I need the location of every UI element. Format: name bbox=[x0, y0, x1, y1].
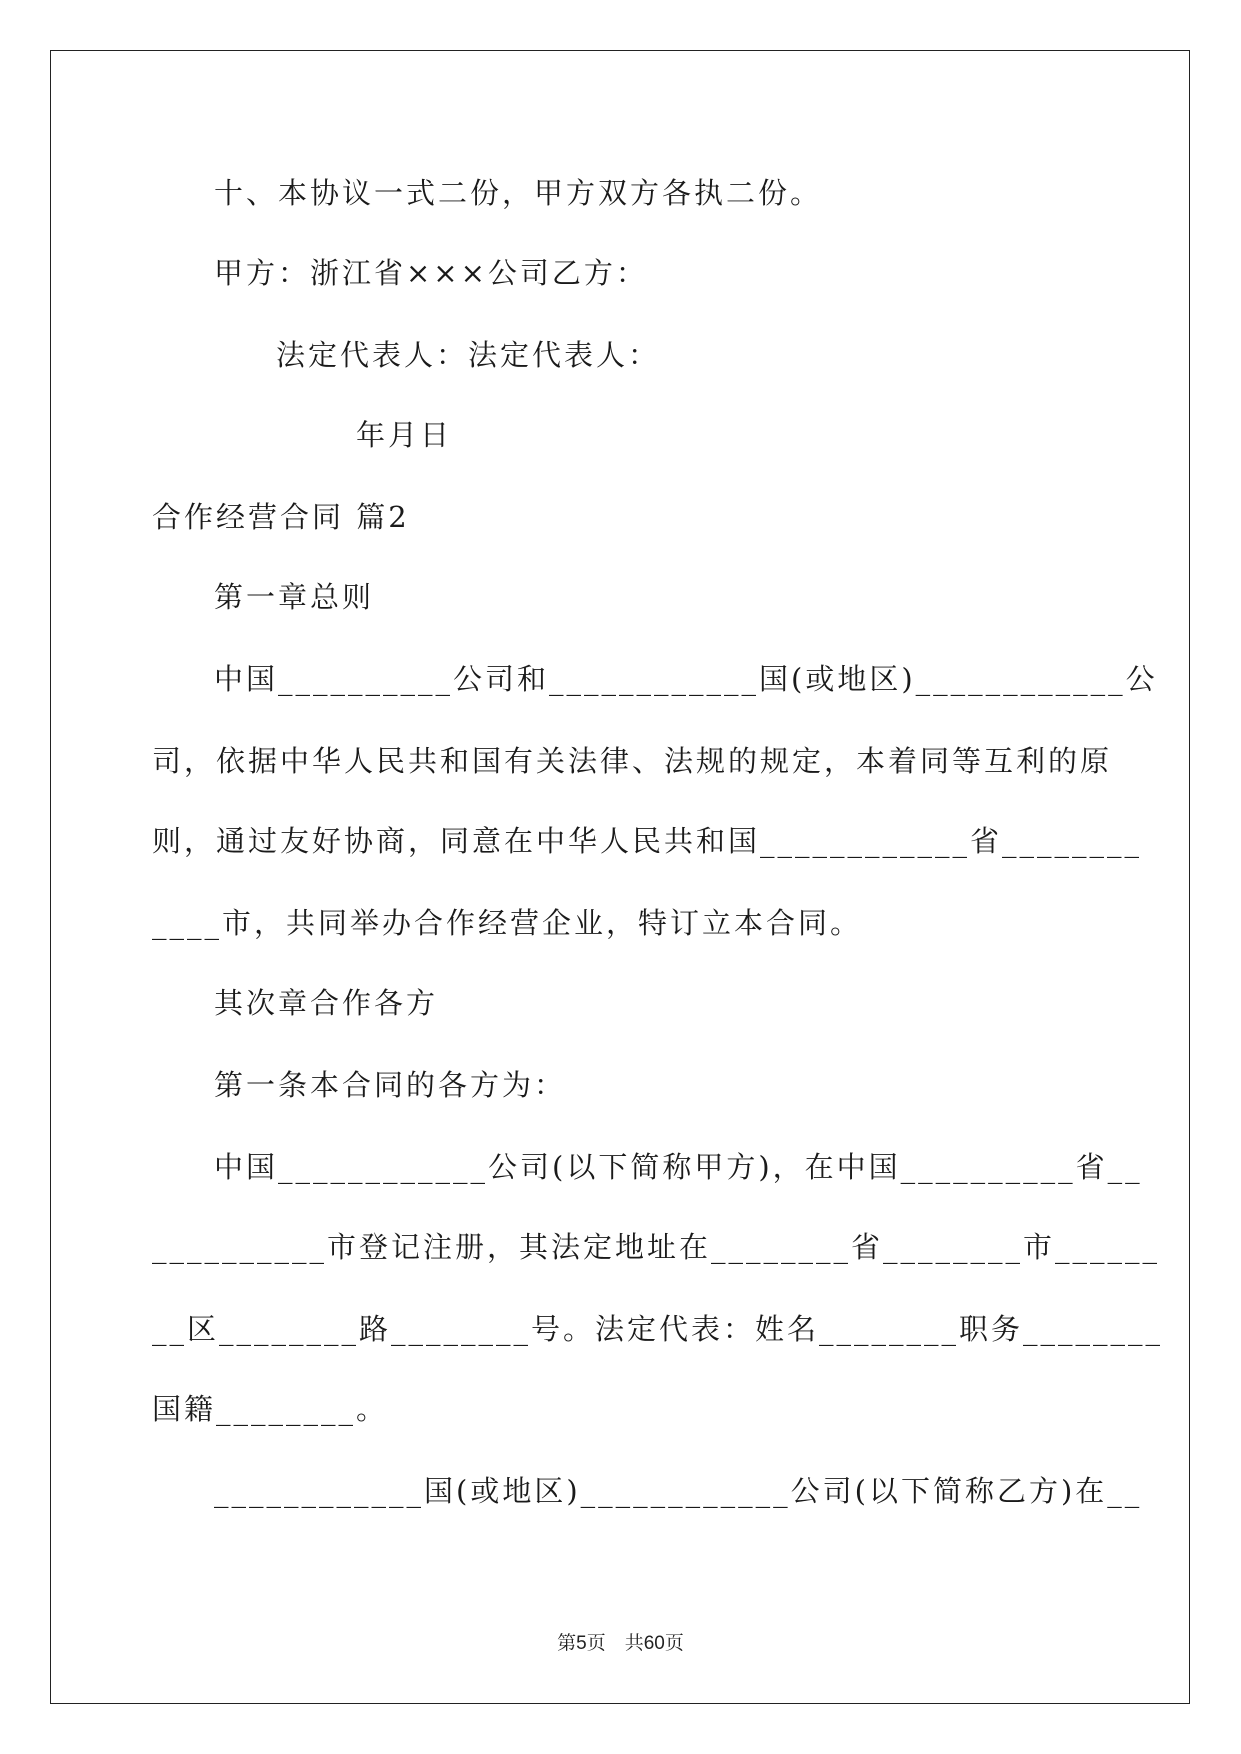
text-line-16: 国籍________。 bbox=[152, 1392, 389, 1426]
page-border bbox=[50, 50, 1190, 1704]
section-heading: 合作经营合同 篇2 bbox=[152, 500, 410, 534]
text-line-14: __________市登记注册，其法定地址在________省________市______ bbox=[152, 1230, 1161, 1264]
page-footer bbox=[0, 1628, 1241, 1655]
chapter-heading-2: 其次章合作各方 bbox=[214, 986, 439, 1020]
text-line-10: ____市，共同举办合作经营企业，特订立本合同。 bbox=[152, 906, 863, 940]
text-line-8: 司，依据中华人民共和国有关法律、法规的规定，本着同等互利的原 bbox=[152, 744, 1113, 778]
footer-prefix: 第 bbox=[557, 1632, 577, 1654]
text-line-7: 中国__________公司和____________国(或地区)____________公 bbox=[214, 662, 1158, 696]
text-line-13: 中国____________公司(以下简称甲方)，在中国__________省__ bbox=[214, 1150, 1143, 1184]
text-line-9: 则，通过友好协商，同意在中华人民共和国____________省________ bbox=[152, 824, 1143, 858]
footer-mid: 页 共 bbox=[586, 1632, 644, 1654]
text-line-4: 年月日 bbox=[356, 418, 453, 452]
footer-suffix: 页 bbox=[664, 1632, 684, 1654]
current-page-number: 5 bbox=[576, 1633, 587, 1654]
total-page-number: 60 bbox=[643, 1633, 665, 1654]
text-line-3: 法定代表人：法定代表人： bbox=[276, 338, 661, 372]
chapter-heading-1: 第一章总则 bbox=[214, 580, 375, 614]
text-line-17: ____________国(或地区)____________公司(以下简称乙方)在__ bbox=[214, 1474, 1143, 1508]
text-line-12: 第一条本合同的各方为： bbox=[214, 1068, 567, 1102]
text-line-2: 甲方：浙江省×××公司乙方： bbox=[214, 256, 648, 290]
text-line-1: 十、本协议一式二份，甲方双方各执二份。 bbox=[214, 176, 823, 210]
text-line-15: __区________路________号。法定代表：姓名________职务________ bbox=[152, 1312, 1164, 1346]
